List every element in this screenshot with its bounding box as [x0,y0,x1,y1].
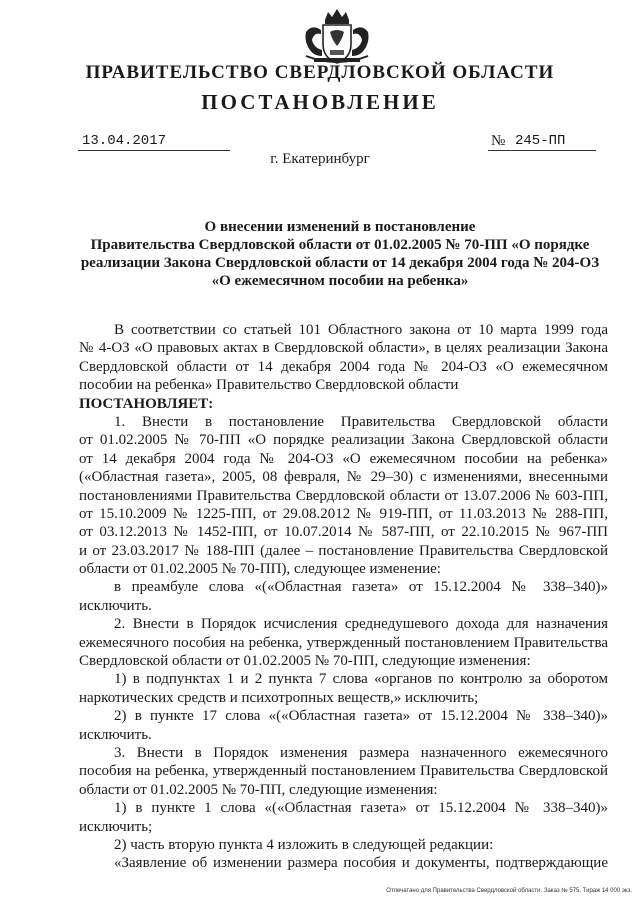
body-line: № 4-ОЗ «О правовых актах в Свердловской области», в целях реализации Закона [79,340,608,357]
body-line: 1) в подпунктах 1 и 2 пункта 7 слова «органов по контролю за оборотом [114,671,608,688]
body-line: исключить. [79,726,152,743]
print-footer-note: Отпечатано для Правительства Свердловской области. Заказ № 575. Тираж 14 000 экз. [386,888,632,894]
body-line: области от 01.02.2005 № 70-ПП), следующее изменение: [79,561,441,578]
body-line: наркотических средств и психотропных веществ,» исключить; [79,689,479,706]
body-line: от 01.02.2005 № 70-ПП «О порядке реализации Закона Свердловской области [79,432,608,449]
organization-name: ПРАВИТЕЛЬСТВО СВЕРДЛОВСКОЙ ОБЛАСТИ [85,62,555,83]
body-line: Свердловской области от 14 декабря 2004 года № 204-ОЗ «О ежемесячном [79,358,608,375]
body-line: ежемесячного пособия на ребенка, утвержденный постановлением Правительства [79,634,608,651]
body-line: пособии на ребенка» Правительство Свердловской области [79,377,459,394]
body-line: в преамбуле слова «(«Областная газета» от 15.12.2004 № 338–340)» [114,579,608,596]
body-line: В соответствии со статьей 101 Областного закона от 10 марта 1999 года [114,322,608,338]
document-body [79,321,608,873]
body-line: постановлениями Правительства Свердловской области от 13.07.2006 № 603-ПП, [79,487,608,504]
body-line: («Областная газета», 2005, 08 февраля, № 29–30) с изменениями, внесенными [79,469,608,486]
body-line: области от 01.02.2005 № 70-ПП, следующие изменения: [79,781,438,798]
document-number-prefix: № [491,133,506,149]
city-name: г. Екатеринбург [270,151,370,167]
body-line: 2) в пункте 17 слова «(«Областная газета» от 15.12.2004 № 338–340)» [114,708,608,725]
document-date: 13.04.2017 [82,133,167,149]
document-number: 245-ПП [515,133,566,149]
body-line: от 15.10.2009 № 1225-ПП, от 29.08.2012 № 919-ПП, от 11.03.2013 № 288-ПП, [79,505,608,522]
document-type: ПОСТАНОВЛЕНИЕ [201,90,439,114]
body-line: Свердловской области от 01.02.2005 № 70-ПП, следующие изменения: [79,653,531,670]
body-line: от 14 декабря 2004 года № 204-ОЗ «О ежемесячном пособии на ребенка» [79,450,608,467]
body-line: исключить. [79,597,152,614]
body-line: пособия на ребенка, утвержденный постановлением Правительства Свердловской [79,763,608,780]
title-line: Правительства Свердловской области от 01.02.2005 № 70-ПП «О порядке [90,237,590,253]
title-line: О внесении изменений в постановление [204,219,476,235]
title-line: «О ежемесячном пособии на ребенка» [211,273,469,289]
body-line: 2) часть вторую пункта 4 изложить в следующей редакции: [114,836,494,853]
body-line: исключить; [79,818,153,835]
body-line: «Заявление об изменении размера пособия и документы, подтверждающие [114,855,608,872]
body-line: 1. Внести в постановление Правительства Свердловской области [114,413,608,430]
body-line: 3. Внести в Порядок изменения размера назначенного ежемесячного [114,744,608,761]
body-line: и от 23.03.2017 № 188-ПП (далее – постановление Правительства Свердловской [79,542,608,559]
coat-of-arms-emblem [292,6,382,68]
body-line: от 03.12.2013 № 1452-ПП, от 10.07.2014 № 587-ПП, от 22.10.2015 № 967-ПП [79,524,608,541]
body-line: 2. Внести в Порядок исчисления среднедушевого дохода для назначения [114,616,608,633]
resolution-keyword: ПОСТАНОВЛЯЕТ: [79,395,214,412]
body-line: 1) в пункте 1 слова «(«Областная газета» от 15.12.2004 № 338–340)» [114,800,608,817]
title-line: реализации Закона Свердловской области от 14 декабря 2004 года № 204-ОЗ [80,255,600,271]
document-title [70,218,610,290]
